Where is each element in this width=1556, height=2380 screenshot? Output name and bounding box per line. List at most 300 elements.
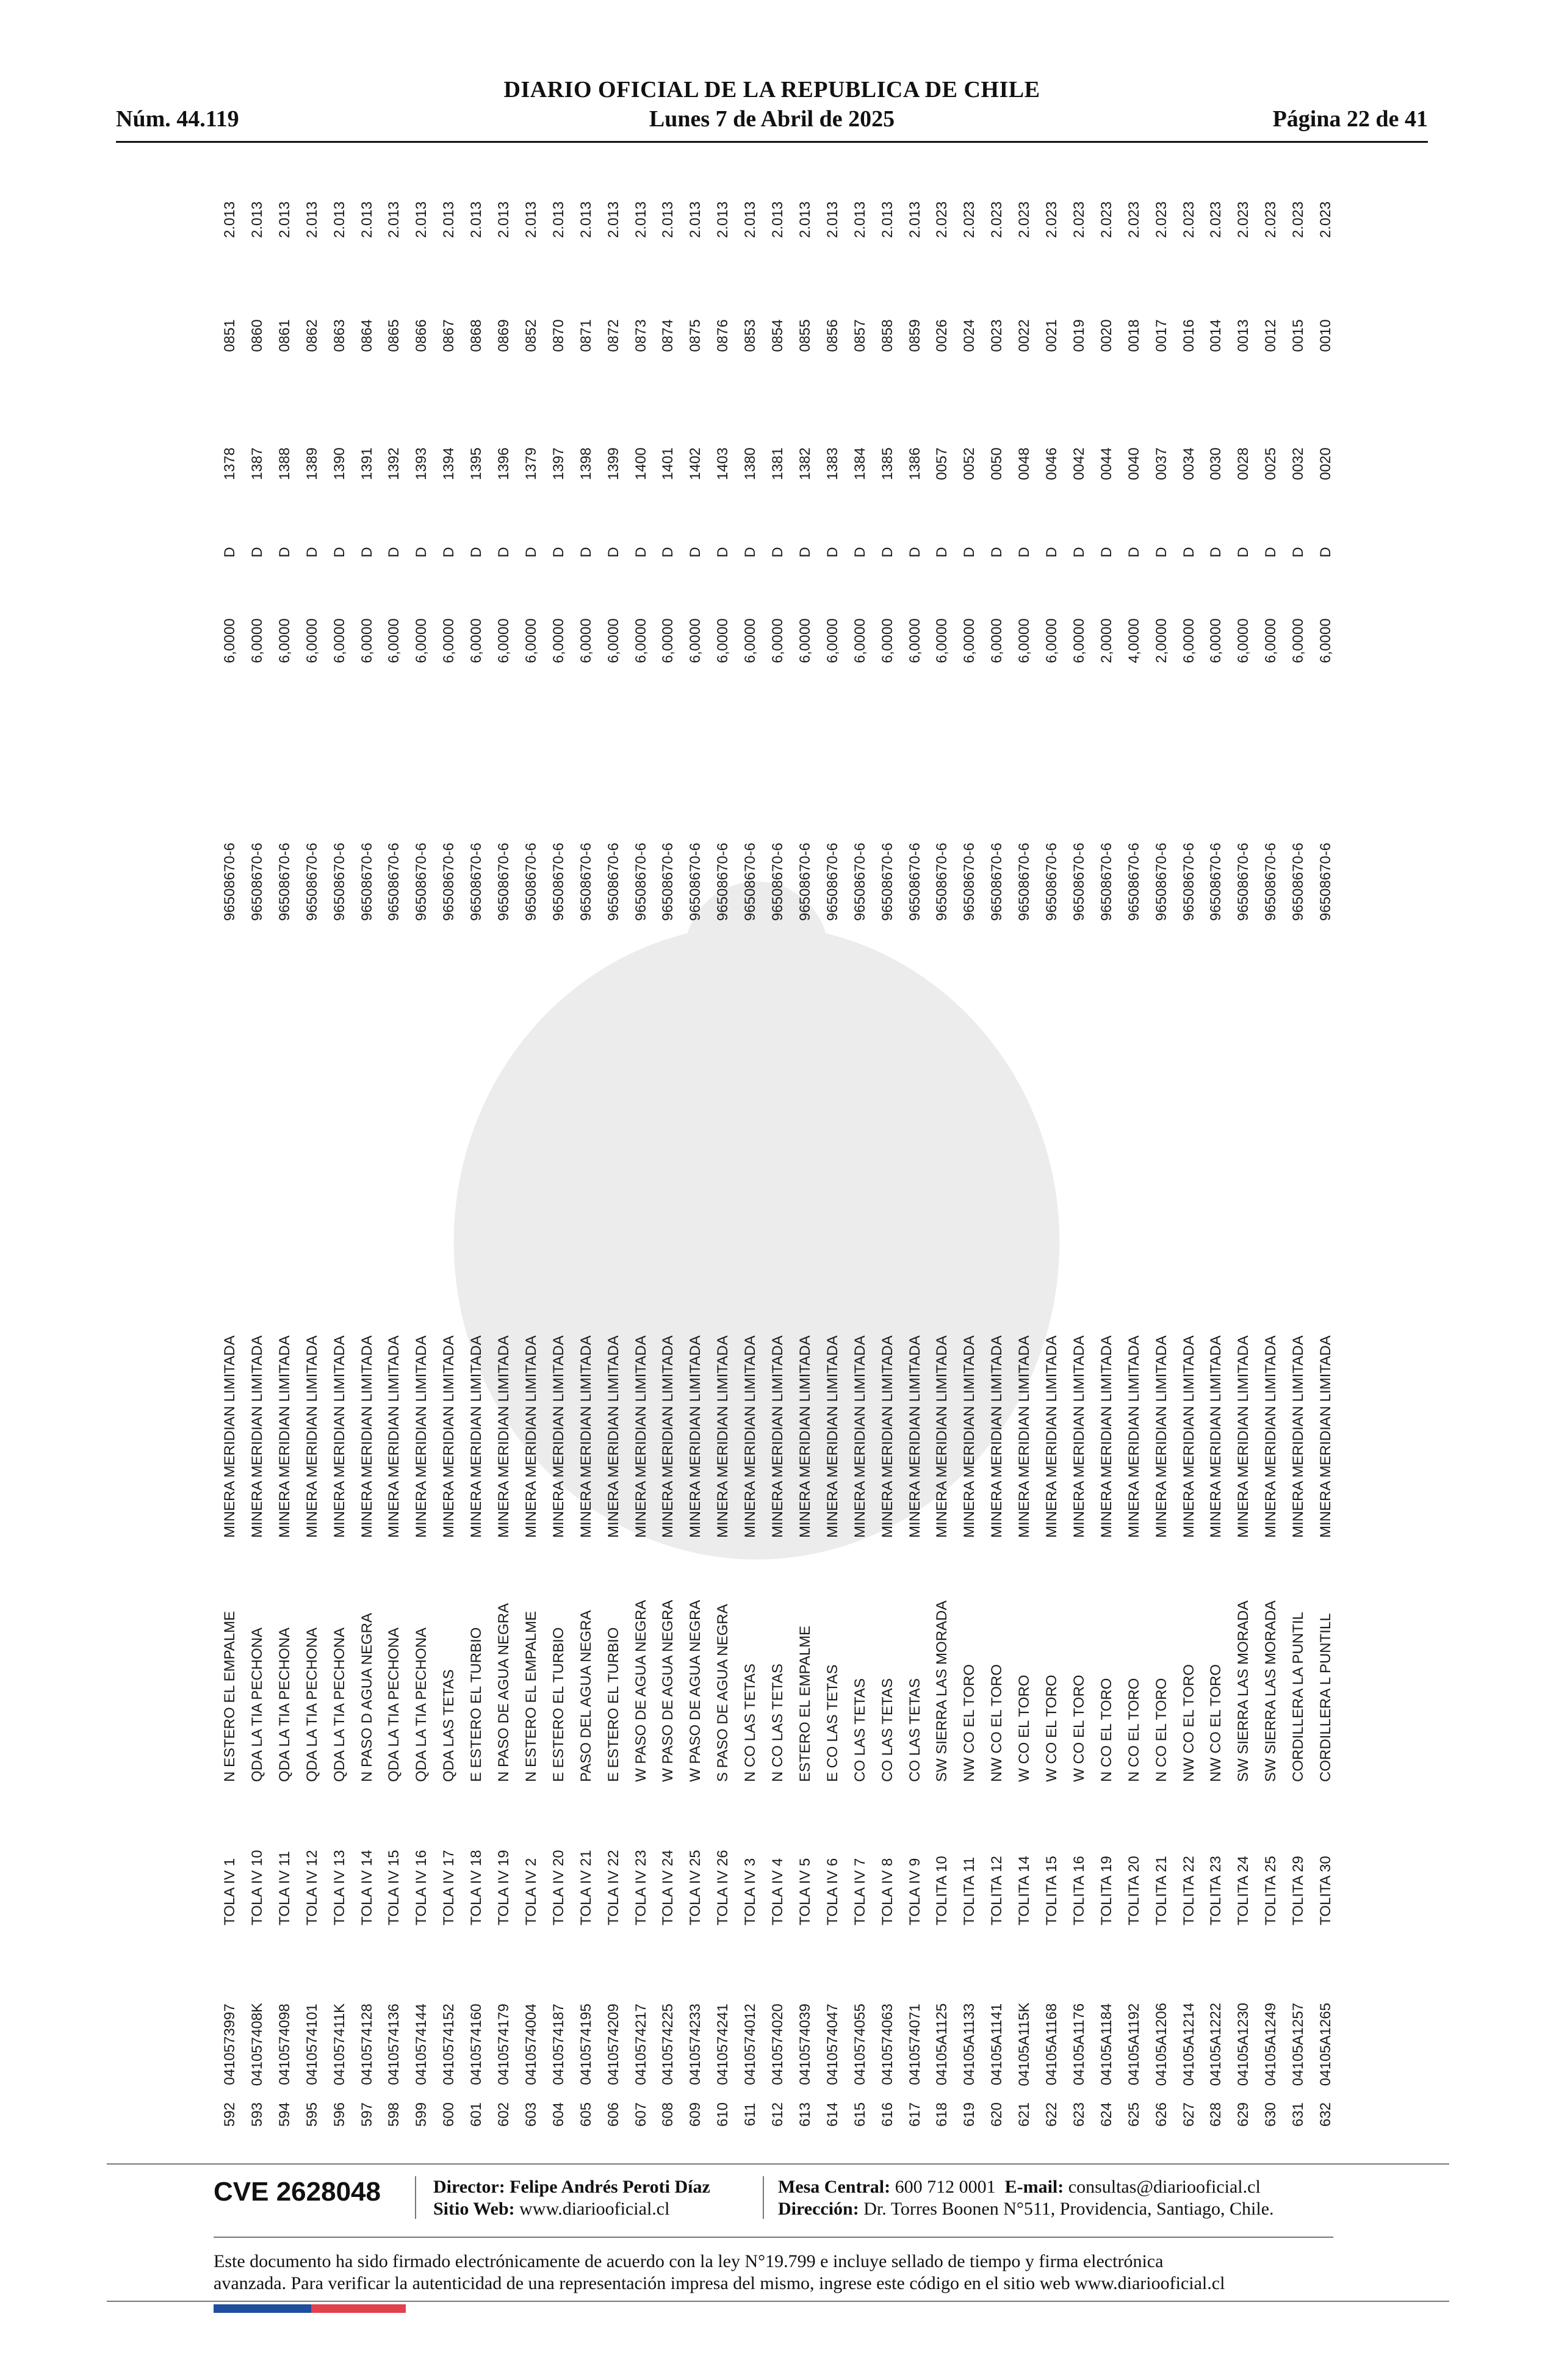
rol-code: 0410574241 <box>715 2003 732 2085</box>
type: D <box>522 547 539 558</box>
holder-rut: 96508670-6 <box>605 842 622 921</box>
year: 2.013 <box>660 201 677 239</box>
concession-name: TOLITA 15 <box>1043 1856 1060 1925</box>
type: D <box>1125 547 1142 558</box>
year: 2.023 <box>1043 201 1060 239</box>
year: 2.013 <box>358 201 375 239</box>
hectares: 6,0000 <box>248 618 265 663</box>
holder-name: MINERA MERIDIAN LIMITADA <box>851 1335 868 1538</box>
table-row <box>1285 195 1312 2148</box>
inscription-folio: 0865 <box>386 319 403 352</box>
year: 2.013 <box>413 201 430 239</box>
holder-rut: 96508670-6 <box>906 842 923 921</box>
inscription-number: 1384 <box>851 447 868 480</box>
director-label: Director: <box>433 2177 505 2197</box>
location: CORDILLERA L PUNTILL <box>1317 1613 1334 1782</box>
inscription-number: 0034 <box>1180 447 1197 480</box>
location: SW SIERRA LAS MORADA <box>934 1600 951 1782</box>
holder-rut: 96508670-6 <box>879 842 896 921</box>
table-row <box>326 195 353 2148</box>
location: QDA LA TIA PECHONA <box>248 1628 265 1782</box>
year: 2.013 <box>248 201 265 239</box>
holder-name: MINERA MERIDIAN LIMITADA <box>769 1335 786 1538</box>
type: D <box>687 547 704 558</box>
email-link[interactable]: consultas@diariooficial.cl <box>1068 2177 1261 2197</box>
table-row <box>1093 195 1120 2148</box>
rol-code: 0410574128 <box>358 2003 375 2085</box>
type: D <box>660 547 677 558</box>
rol-code: 04105A1125 <box>934 2003 951 2086</box>
holder-rut: 96508670-6 <box>495 842 512 921</box>
inscription-number: 0046 <box>1043 447 1060 480</box>
concession-name: TOLITA 19 <box>1098 1856 1115 1925</box>
table-row <box>1313 195 1339 2148</box>
year: 2.023 <box>1208 201 1225 239</box>
location: QDA LA TIA PECHONA <box>303 1628 320 1782</box>
hectares: 6,0000 <box>276 618 293 663</box>
concession-name: TOLA IV 4 <box>769 1858 786 1925</box>
type: D <box>851 547 868 558</box>
holder-rut: 96508670-6 <box>276 842 293 921</box>
holder-rut: 96508670-6 <box>632 842 649 921</box>
rol-code: 0410574101 <box>303 2003 320 2085</box>
table-row <box>847 195 874 2148</box>
hectares: 6,0000 <box>303 618 320 663</box>
row-number: 610 <box>715 2102 732 2127</box>
row-number: 629 <box>1235 2102 1252 2127</box>
row-number: 626 <box>1153 2102 1170 2127</box>
holder-name: MINERA MERIDIAN LIMITADA <box>1262 1335 1280 1538</box>
inscription-number: 0025 <box>1262 447 1280 480</box>
location: CO LAS TETAS <box>879 1678 896 1782</box>
holder-name: MINERA MERIDIAN LIMITADA <box>906 1335 923 1538</box>
holder-rut: 96508670-6 <box>961 842 978 921</box>
inscription-folio: 0866 <box>413 319 430 352</box>
concession-name: TOLA IV 17 <box>441 1850 458 1925</box>
holder-rut: 96508670-6 <box>1098 842 1115 921</box>
row-number: 616 <box>879 2102 896 2127</box>
holder-name: MINERA MERIDIAN LIMITADA <box>550 1335 567 1538</box>
type: D <box>715 547 732 558</box>
hectares: 2,0000 <box>1153 618 1170 663</box>
year: 2.013 <box>222 201 238 239</box>
inscription-number: 0050 <box>989 447 1006 480</box>
holder-name: MINERA MERIDIAN LIMITADA <box>715 1335 732 1538</box>
rol-code: 04105A115K <box>1016 2002 1033 2086</box>
hectares: 6,0000 <box>1208 618 1225 663</box>
concession-name: TOLA IV 12 <box>303 1850 320 1925</box>
table-row <box>655 195 682 2148</box>
footer-separator <box>415 2176 416 2219</box>
type: D <box>1262 547 1280 558</box>
inscription-number: 0052 <box>961 447 978 480</box>
table-row <box>765 195 791 2148</box>
holder-rut: 96508670-6 <box>796 842 813 921</box>
hectares: 6,0000 <box>934 618 951 663</box>
year: 2.013 <box>687 201 704 239</box>
issue-number: Núm. 44.119 <box>116 106 239 132</box>
table-row <box>819 195 846 2148</box>
type: D <box>796 547 813 558</box>
table-row <box>929 195 956 2148</box>
holder-name: MINERA MERIDIAN LIMITADA <box>577 1335 594 1538</box>
type: D <box>1290 547 1307 558</box>
concession-name: TOLA IV 14 <box>358 1850 375 1925</box>
inscription-number: 1386 <box>906 447 923 480</box>
holder-name: MINERA MERIDIAN LIMITADA <box>605 1335 622 1538</box>
holder-rut: 96508670-6 <box>687 842 704 921</box>
holder-name: MINERA MERIDIAN LIMITADA <box>1290 1335 1307 1538</box>
inscription-number: 1394 <box>441 447 458 480</box>
inscription-number: 1381 <box>769 447 786 480</box>
concession-name: TOLA IV 26 <box>715 1850 732 1925</box>
hectares: 6,0000 <box>1290 618 1307 663</box>
inscription-folio: 0014 <box>1208 319 1225 352</box>
holder-name: MINERA MERIDIAN LIMITADA <box>632 1335 649 1538</box>
director-name: Felipe Andrés Peroti Díaz <box>510 2177 710 2197</box>
holder-name: MINERA MERIDIAN LIMITADA <box>824 1335 841 1538</box>
hectares: 6,0000 <box>1180 618 1197 663</box>
row-number: 594 <box>276 2102 293 2127</box>
year: 2.013 <box>879 201 896 239</box>
hectares: 6,0000 <box>413 618 430 663</box>
cve-code: CVE 2628048 <box>214 2177 381 2207</box>
hectares: 6,0000 <box>1235 618 1252 663</box>
holder-rut: 96508670-6 <box>331 842 348 921</box>
holder-name: MINERA MERIDIAN LIMITADA <box>687 1335 704 1538</box>
row-number: 597 <box>358 2102 375 2127</box>
rol-code: 04105A1214 <box>1180 2002 1197 2086</box>
inscription-number: 1389 <box>303 447 320 480</box>
inscription-number: 0028 <box>1235 447 1252 480</box>
rol-code: 04105A1192 <box>1125 2003 1142 2086</box>
year: 2.023 <box>961 201 978 239</box>
year: 2.023 <box>989 201 1006 239</box>
year: 2.013 <box>495 201 512 239</box>
inscription-number: 0032 <box>1290 447 1307 480</box>
year: 2.013 <box>715 201 732 239</box>
concession-name: TOLA IV 19 <box>495 1850 512 1925</box>
holder-rut: 96508670-6 <box>522 842 539 921</box>
location: E CO LAS TETAS <box>824 1664 841 1782</box>
hectares: 6,0000 <box>550 618 567 663</box>
hectares: 6,0000 <box>386 618 403 663</box>
location: N CO LAS TETAS <box>769 1664 786 1782</box>
table-row <box>354 195 381 2148</box>
inscription-folio: 0869 <box>495 319 512 352</box>
holder-rut: 96508670-6 <box>441 842 458 921</box>
flag-bar-blue <box>214 2304 311 2313</box>
inscription-number: 0042 <box>1070 447 1087 480</box>
year: 2.013 <box>441 201 458 239</box>
type: D <box>906 547 923 558</box>
legal-notice <box>214 2251 1361 2295</box>
rol-code: 0410573997 <box>222 2003 238 2085</box>
table-row <box>1230 195 1257 2148</box>
inscription-folio: 0012 <box>1262 319 1280 352</box>
rol-code: 041057408K <box>248 2002 265 2086</box>
type: D <box>961 547 978 558</box>
location: SW SIERRA LAS MORADA <box>1235 1600 1252 1782</box>
rol-code: 0410574160 <box>468 2003 485 2085</box>
concessions-table <box>217 195 1364 2148</box>
holder-rut: 96508670-6 <box>715 842 732 921</box>
holder-rut: 96508670-6 <box>303 842 320 921</box>
inscription-folio: 0010 <box>1317 319 1334 352</box>
year: 2.013 <box>906 201 923 239</box>
holder-rut: 96508670-6 <box>1208 842 1225 921</box>
location: N CO EL TORO <box>1153 1678 1170 1782</box>
holder-rut: 96508670-6 <box>1235 842 1252 921</box>
inscription-folio: 0870 <box>550 319 567 352</box>
inscription-folio: 0857 <box>851 319 868 352</box>
concession-name: TOLA IV 2 <box>522 1858 539 1925</box>
rol-code: 04105A1249 <box>1262 2002 1280 2086</box>
inscription-number: 1397 <box>550 447 567 480</box>
inscription-number: 1385 <box>879 447 896 480</box>
inscription-number: 1393 <box>413 447 430 480</box>
legal-line: avanzada. Para verificar la autenticidad de una representación impresa del mismo, ingrese este código en el sitio web www.diariooficial.cl <box>214 2273 1225 2293</box>
table-row <box>902 195 929 2148</box>
location: NW CO EL TORO <box>1180 1664 1197 1782</box>
type: D <box>1180 547 1197 558</box>
concession-name: TOLA IV 5 <box>796 1858 813 1925</box>
holder-name: MINERA MERIDIAN LIMITADA <box>386 1335 403 1538</box>
table-row <box>518 195 545 2148</box>
table-row <box>1066 195 1093 2148</box>
page-number: Página 22 de 41 <box>1272 106 1428 132</box>
concession-name: TOLA IV 23 <box>632 1850 649 1925</box>
holder-rut: 96508670-6 <box>358 842 375 921</box>
inscription-number: 0044 <box>1098 447 1115 480</box>
inscription-folio: 0852 <box>522 319 539 352</box>
holder-name: MINERA MERIDIAN LIMITADA <box>1016 1335 1033 1538</box>
rol-code: 04105A1230 <box>1235 2002 1252 2086</box>
holder-rut: 96508670-6 <box>1125 842 1142 921</box>
hectares: 6,0000 <box>742 618 759 663</box>
inscription-number: 1380 <box>742 447 759 480</box>
site-label: Sitio Web: <box>433 2199 515 2219</box>
rol-code: 0410574063 <box>879 2003 896 2085</box>
rol-code: 0410574020 <box>769 2003 786 2085</box>
row-number: 592 <box>222 2102 238 2127</box>
rol-code: 0410574004 <box>522 2003 539 2085</box>
rol-code: 0410574179 <box>495 2003 512 2085</box>
holder-name: MINERA MERIDIAN LIMITADA <box>1125 1335 1142 1538</box>
holder-name: MINERA MERIDIAN LIMITADA <box>441 1335 458 1538</box>
rol-code: 041057411K <box>331 2003 348 2086</box>
inscription-folio: 0867 <box>441 319 458 352</box>
hectares: 6,0000 <box>1016 618 1033 663</box>
page-header <box>116 76 1428 143</box>
row-number: 596 <box>331 2102 348 2127</box>
inscription-number: 0020 <box>1317 447 1334 480</box>
inscription-folio: 0013 <box>1235 319 1252 352</box>
inscription-folio: 0019 <box>1070 319 1087 352</box>
rol-code: 0410574055 <box>851 2003 868 2085</box>
hectares: 6,0000 <box>468 618 485 663</box>
concession-name: TOLA IV 24 <box>660 1850 677 1925</box>
address: Dr. Torres Boonen N°511, Providencia, Santiago, Chile. <box>863 2199 1274 2219</box>
row-number: 622 <box>1043 2102 1060 2127</box>
row-number: 608 <box>660 2102 677 2127</box>
concession-name: TOLITA 30 <box>1317 1856 1334 1925</box>
location: N PASO DE AGUA NEGRA <box>495 1603 512 1782</box>
holder-name: MINERA MERIDIAN LIMITADA <box>276 1335 293 1538</box>
table-row <box>491 195 517 2148</box>
concession-name: TOLA IV 13 <box>331 1850 348 1925</box>
hectares: 6,0000 <box>441 618 458 663</box>
concession-name: TOLITA 16 <box>1070 1856 1087 1925</box>
location: QDA LAS TETAS <box>441 1669 458 1782</box>
concession-name: TOLITA 20 <box>1125 1856 1142 1925</box>
concession-name: TOLA IV 8 <box>879 1858 896 1925</box>
rol-code: 0410574071 <box>906 2003 923 2085</box>
rol-code: 04105A1168 <box>1043 2003 1060 2086</box>
location: CORDILLERA LA PUNTIL <box>1290 1612 1307 1782</box>
row-number: 631 <box>1290 2102 1307 2127</box>
direccion-label: Dirección: <box>778 2199 859 2219</box>
hectares: 4,0000 <box>1125 618 1142 663</box>
holder-name: MINERA MERIDIAN LIMITADA <box>1235 1335 1252 1538</box>
row-number: 612 <box>769 2102 786 2127</box>
rol-code: 04105A1176 <box>1070 2003 1087 2086</box>
inscription-folio: 0861 <box>276 319 293 352</box>
concession-name: TOLA IV 25 <box>687 1850 704 1925</box>
rol-code: 04105A1222 <box>1208 2002 1225 2086</box>
year: 2.023 <box>1317 201 1334 239</box>
location: QDA LA TIA PECHONA <box>413 1628 430 1782</box>
type: D <box>989 547 1006 558</box>
inscription-folio: 0853 <box>742 319 759 352</box>
type: D <box>879 547 896 558</box>
flag-bar-red <box>311 2304 406 2313</box>
year: 2.013 <box>632 201 649 239</box>
hectares: 6,0000 <box>1043 618 1060 663</box>
holder-rut: 96508670-6 <box>989 842 1006 921</box>
hectares: 6,0000 <box>824 618 841 663</box>
concession-name: TOLA IV 1 <box>222 1858 238 1925</box>
row-number: 627 <box>1180 2102 1197 2127</box>
location: W PASO DE AGUA NEGRA <box>660 1599 677 1782</box>
inscription-folio: 0873 <box>632 319 649 352</box>
inscription-folio: 0876 <box>715 319 732 352</box>
type: D <box>577 547 594 558</box>
year: 2.023 <box>1016 201 1033 239</box>
holder-rut: 96508670-6 <box>550 842 567 921</box>
inscription-number: 0057 <box>934 447 951 480</box>
row-number: 599 <box>413 2102 430 2127</box>
inscription-number: 0037 <box>1153 447 1170 480</box>
year: 2.023 <box>1262 201 1280 239</box>
row-number: 607 <box>632 2102 649 2127</box>
rol-code: 0410574217 <box>632 2003 649 2085</box>
holder-name: MINERA MERIDIAN LIMITADA <box>495 1335 512 1538</box>
inscription-folio: 0856 <box>824 319 841 352</box>
type: D <box>632 547 649 558</box>
holder-rut: 96508670-6 <box>1317 842 1334 921</box>
location: W PASO DE AGUA NEGRA <box>632 1599 649 1782</box>
inscription-folio: 0022 <box>1016 319 1033 352</box>
location: NW CO EL TORO <box>989 1664 1006 1782</box>
concession-name: TOLA IV 11 <box>276 1851 293 1925</box>
rol-code: 0410574233 <box>687 2003 704 2085</box>
rol-code: 0410574047 <box>824 2003 841 2085</box>
concession-name: TOLA IV 3 <box>742 1858 759 1925</box>
concession-name: TOLITA 25 <box>1262 1856 1280 1925</box>
row-number: 604 <box>550 2102 567 2127</box>
concession-name: TOLITA 11 <box>961 1856 978 1925</box>
concession-name: TOLITA 24 <box>1235 1856 1252 1925</box>
hectares: 6,0000 <box>605 618 622 663</box>
contact-block <box>778 2176 1274 2220</box>
row-number: 595 <box>303 2102 320 2127</box>
location: NW CO EL TORO <box>1208 1664 1225 1782</box>
rol-code: 04105A1141 <box>989 2003 1006 2086</box>
holder-name: MINERA MERIDIAN LIMITADA <box>1043 1335 1060 1538</box>
row-number: 609 <box>687 2102 704 2127</box>
location: N ESTERO EL EMPALME <box>522 1610 539 1782</box>
location: ESTERO EL EMPALME <box>796 1625 813 1782</box>
location: E ESTERO EL TURBIO <box>550 1627 567 1782</box>
type: D <box>222 547 238 558</box>
year: 2.013 <box>605 201 622 239</box>
row-number: 598 <box>386 2102 403 2127</box>
holder-rut: 96508670-6 <box>1153 842 1170 921</box>
rol-code: 0410574012 <box>742 2003 759 2085</box>
location: QDA LA TIA PECHONA <box>386 1628 403 1782</box>
inscription-folio: 0017 <box>1153 319 1170 352</box>
rol-code: 0410574039 <box>796 2003 813 2085</box>
inscription-number: 1395 <box>468 447 485 480</box>
table-row <box>463 195 490 2148</box>
location: S PASO DE AGUA NEGRA <box>715 1604 732 1782</box>
year: 2.013 <box>303 201 320 239</box>
holder-rut: 96508670-6 <box>742 842 759 921</box>
holder-rut: 96508670-6 <box>1043 842 1060 921</box>
holder-name: MINERA MERIDIAN LIMITADA <box>331 1335 348 1538</box>
hectares: 6,0000 <box>796 618 813 663</box>
inscription-folio: 0018 <box>1125 319 1142 352</box>
row-number: 625 <box>1125 2102 1142 2127</box>
concession-name: TOLITA 29 <box>1290 1856 1307 1925</box>
type: D <box>495 547 512 558</box>
type: D <box>824 547 841 558</box>
holder-rut: 96508670-6 <box>1262 842 1280 921</box>
table-row <box>1148 195 1175 2148</box>
row-number: 600 <box>441 2102 458 2127</box>
site-link[interactable]: www.diariooficial.cl <box>519 2199 670 2219</box>
inscription-folio: 0015 <box>1290 319 1307 352</box>
holder-rut: 96508670-6 <box>660 842 677 921</box>
holder-name: MINERA MERIDIAN LIMITADA <box>1070 1335 1087 1538</box>
type: D <box>550 547 567 558</box>
hectares: 6,0000 <box>632 618 649 663</box>
hectares: 6,0000 <box>1070 618 1087 663</box>
location: E ESTERO EL TURBIO <box>468 1627 485 1782</box>
holder-rut: 96508670-6 <box>222 842 238 921</box>
row-number: 613 <box>796 2102 813 2127</box>
table-row <box>792 195 819 2148</box>
inscription-number: 1400 <box>632 447 649 480</box>
row-number: 621 <box>1016 2102 1033 2127</box>
concession-name: TOLITA 23 <box>1208 1856 1225 1925</box>
inscription-folio: 0868 <box>468 319 485 352</box>
concession-name: TOLA IV 6 <box>824 1858 841 1925</box>
table-row <box>710 195 737 2148</box>
location: QDA LA TIA PECHONA <box>331 1628 348 1782</box>
inscription-folio: 0021 <box>1043 319 1060 352</box>
